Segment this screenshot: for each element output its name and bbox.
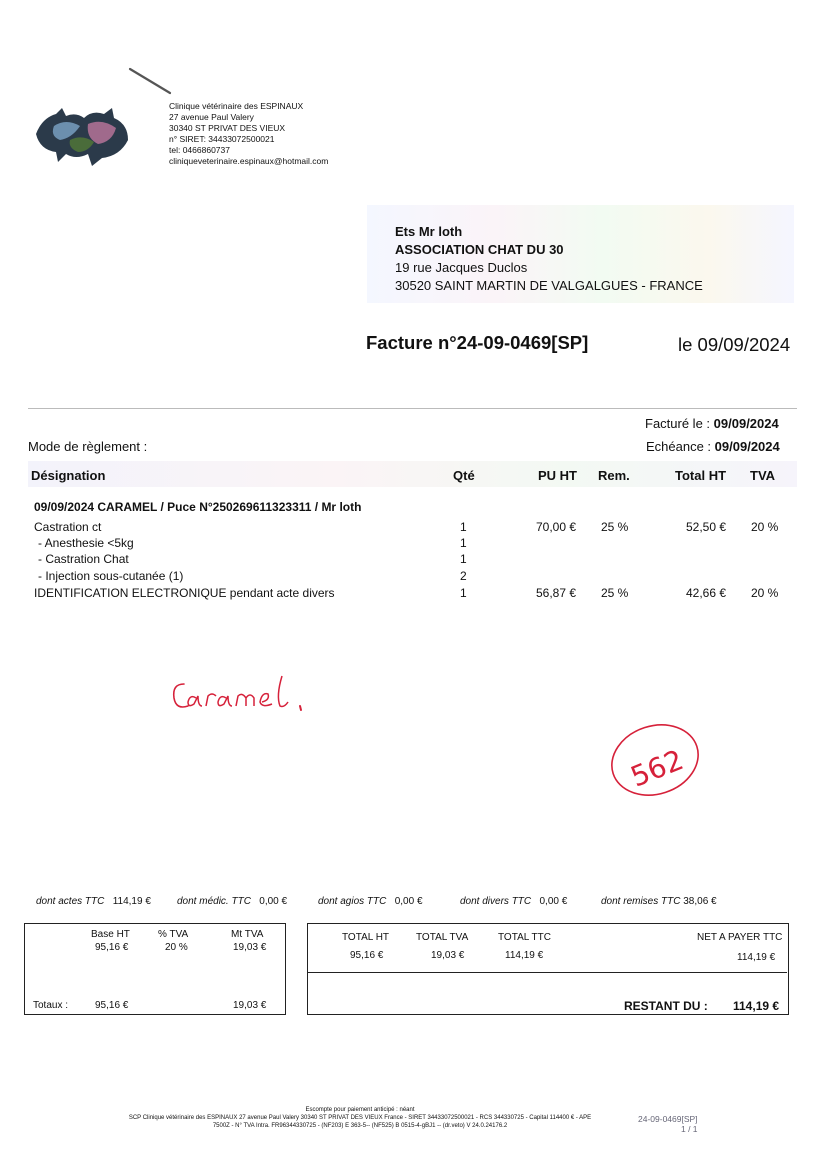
stamp-circle — [605, 718, 705, 802]
row-label: - Anesthesie <5kg — [38, 536, 134, 550]
col-total: Total HT — [675, 468, 727, 483]
row-label: - Injection sous-cutanée (1) — [38, 569, 184, 583]
footer-ref — [638, 1114, 698, 1134]
handwritten-number-stamp — [605, 718, 705, 807]
tva-totaux-base: 95,16 € — [95, 1000, 129, 1011]
note-actes — [36, 896, 151, 907]
echeance — [646, 439, 780, 454]
total-tva-label: TOTAL TVA — [416, 932, 469, 943]
clinic-address — [169, 101, 328, 167]
invoice-date: le 09/09/2024 — [678, 334, 791, 355]
header-divider — [28, 408, 797, 409]
total-ttc-value: 114,19 € — [505, 950, 544, 961]
total-tva-value: 19,03 € — [431, 950, 465, 961]
total-ttc-label: TOTAL TTC — [498, 932, 551, 943]
row-label: IDENTIFICATION ELECTRONIQUE pendant acte divers — [34, 586, 335, 600]
invoice-title: Facture n°24-09-0469[SP] — [366, 332, 589, 353]
net-a-payer-label: NET A PAYER TTC — [697, 932, 783, 943]
total-ht-value: 95,16 € — [350, 950, 384, 961]
restant-du-value: 114,19 € — [733, 999, 780, 1013]
stamp-number: 562 — [626, 743, 688, 794]
row-qty: 1 — [460, 520, 467, 534]
tva-base-label: Base HT — [91, 929, 130, 940]
echeance-value: 09/09/2024 — [714, 439, 780, 454]
note-agios-value: 0,00 € — [394, 896, 423, 907]
row-pu: 56,87 € — [536, 586, 577, 600]
row-qty: 2 — [460, 569, 467, 583]
note-medic — [177, 896, 287, 907]
handwriting-drawing — [170, 672, 330, 720]
clinic-street: 27 avenue Paul Valery — [169, 112, 254, 122]
facture-le-value: 09/09/2024 — [713, 416, 779, 431]
col-tva: TVA — [750, 468, 776, 483]
total-ht-label: TOTAL HT — [342, 932, 390, 943]
note-divers — [460, 896, 567, 907]
row-total: 42,66 € — [686, 586, 727, 600]
tva-pct-label: % TVA — [158, 929, 189, 940]
note-divers-value: 0,00 € — [539, 896, 568, 907]
note-medic-label: dont médic. TTC — [177, 896, 251, 907]
tva-pct-value: 20 % — [165, 942, 188, 953]
row-qty: 1 — [460, 586, 467, 600]
recipient-org: ASSOCIATION CHAT DU 30 — [395, 242, 564, 257]
payment-mode-label: Mode de règlement : — [28, 439, 148, 454]
row-label: - Castration Chat — [38, 552, 129, 566]
row-pu: 70,00 € — [536, 520, 577, 534]
recipient-address — [395, 223, 703, 295]
col-pu: PU HT — [538, 468, 577, 483]
footer-registration: 7500Z - N° TVA Intra. FR96344330725 - (NF203) E 363-5-- (NF525) B 0515-4-gBJ1 -- (dr.veto) V 24.0.24176.2 — [212, 1123, 508, 1129]
clinic-phone: tel: 0466860737 — [169, 145, 230, 155]
note-agios — [318, 896, 423, 907]
row-tva: 20 % — [751, 520, 779, 534]
line-group-title: 09/09/2024 CARAMEL / Puce N°250269611323311 / Mr loth — [34, 500, 362, 514]
row-tva: 20 % — [751, 586, 779, 600]
footer-invoice-ref: 24-09-0469[SP] — [638, 1114, 698, 1124]
note-remises-label: dont remises TTC — [601, 896, 681, 907]
footer-page-number: 1 / 1 — [681, 1124, 698, 1134]
note-agios-label: dont agios TTC — [318, 896, 387, 907]
tva-totaux-label: Totaux : — [33, 1000, 69, 1011]
row-qty: 1 — [460, 552, 467, 566]
footer-escompte: Escompte pour paiement anticipé : néant — [305, 1107, 415, 1113]
note-actes-label: dont actes TTC — [36, 896, 105, 907]
recipient-name: Ets Mr loth — [395, 224, 463, 239]
echeance-label: Echéance : — [646, 439, 712, 454]
tva-mt-value: 19,03 € — [233, 942, 267, 953]
tva-base-value: 95,16 € — [95, 942, 129, 953]
clinic-name: Clinique vétérinaire des ESPINAUX — [169, 101, 304, 111]
facture-le — [645, 416, 779, 431]
clinic-siret: n° SIRET: 34433072500021 — [169, 134, 275, 144]
row-total: 52,50 € — [686, 520, 727, 534]
clinic-city: 30340 ST PRIVAT DES VIEUX — [169, 123, 286, 133]
note-medic-value: 0,00 € — [259, 896, 288, 907]
clinic-email: cliniqueveterinaire.espinaux@hotmail.com — [169, 156, 329, 166]
footer-company: SCP Clinique vétérinaire des ESPINAUX 27 avenue Paul Valery 30340 ST PRIVAT DES VIEUX France - SIRET 34433072500021 - RCS 344330725 - Capital 114400 € - APE — [128, 1115, 592, 1121]
note-remises-value: 38,06 € — [683, 896, 717, 907]
col-rem: Rem. — [598, 468, 630, 483]
facture-le-label: Facturé le : — [645, 416, 711, 431]
staple-mark — [128, 66, 174, 96]
row-qty: 1 — [460, 536, 467, 550]
col-qty: Qté — [453, 468, 475, 483]
recipient-city: 30520 SAINT MARTIN DE VALGALGUES - FRANCE — [395, 278, 703, 293]
net-a-payer-value: 114,19 € — [737, 952, 776, 963]
row-rem: 25 % — [601, 586, 629, 600]
restant-du-label: RESTANT DU : — [624, 999, 708, 1013]
clinic-logo-icon — [32, 104, 132, 168]
note-actes-value: 114,19 € — [112, 896, 151, 907]
col-designation: Désignation — [31, 468, 106, 483]
totals-box-divider — [307, 972, 787, 973]
note-divers-label: dont divers TTC — [460, 896, 532, 907]
recipient-street: 19 rue Jacques Duclos — [395, 260, 528, 275]
row-rem: 25 % — [601, 520, 629, 534]
handwritten-caramel — [170, 672, 330, 720]
legal-footer — [40, 1106, 680, 1130]
tva-totaux-mt: 19,03 € — [233, 1000, 267, 1011]
note-remises — [601, 896, 717, 907]
row-label: Castration ct — [34, 520, 102, 534]
tva-mt-label: Mt TVA — [231, 929, 264, 940]
